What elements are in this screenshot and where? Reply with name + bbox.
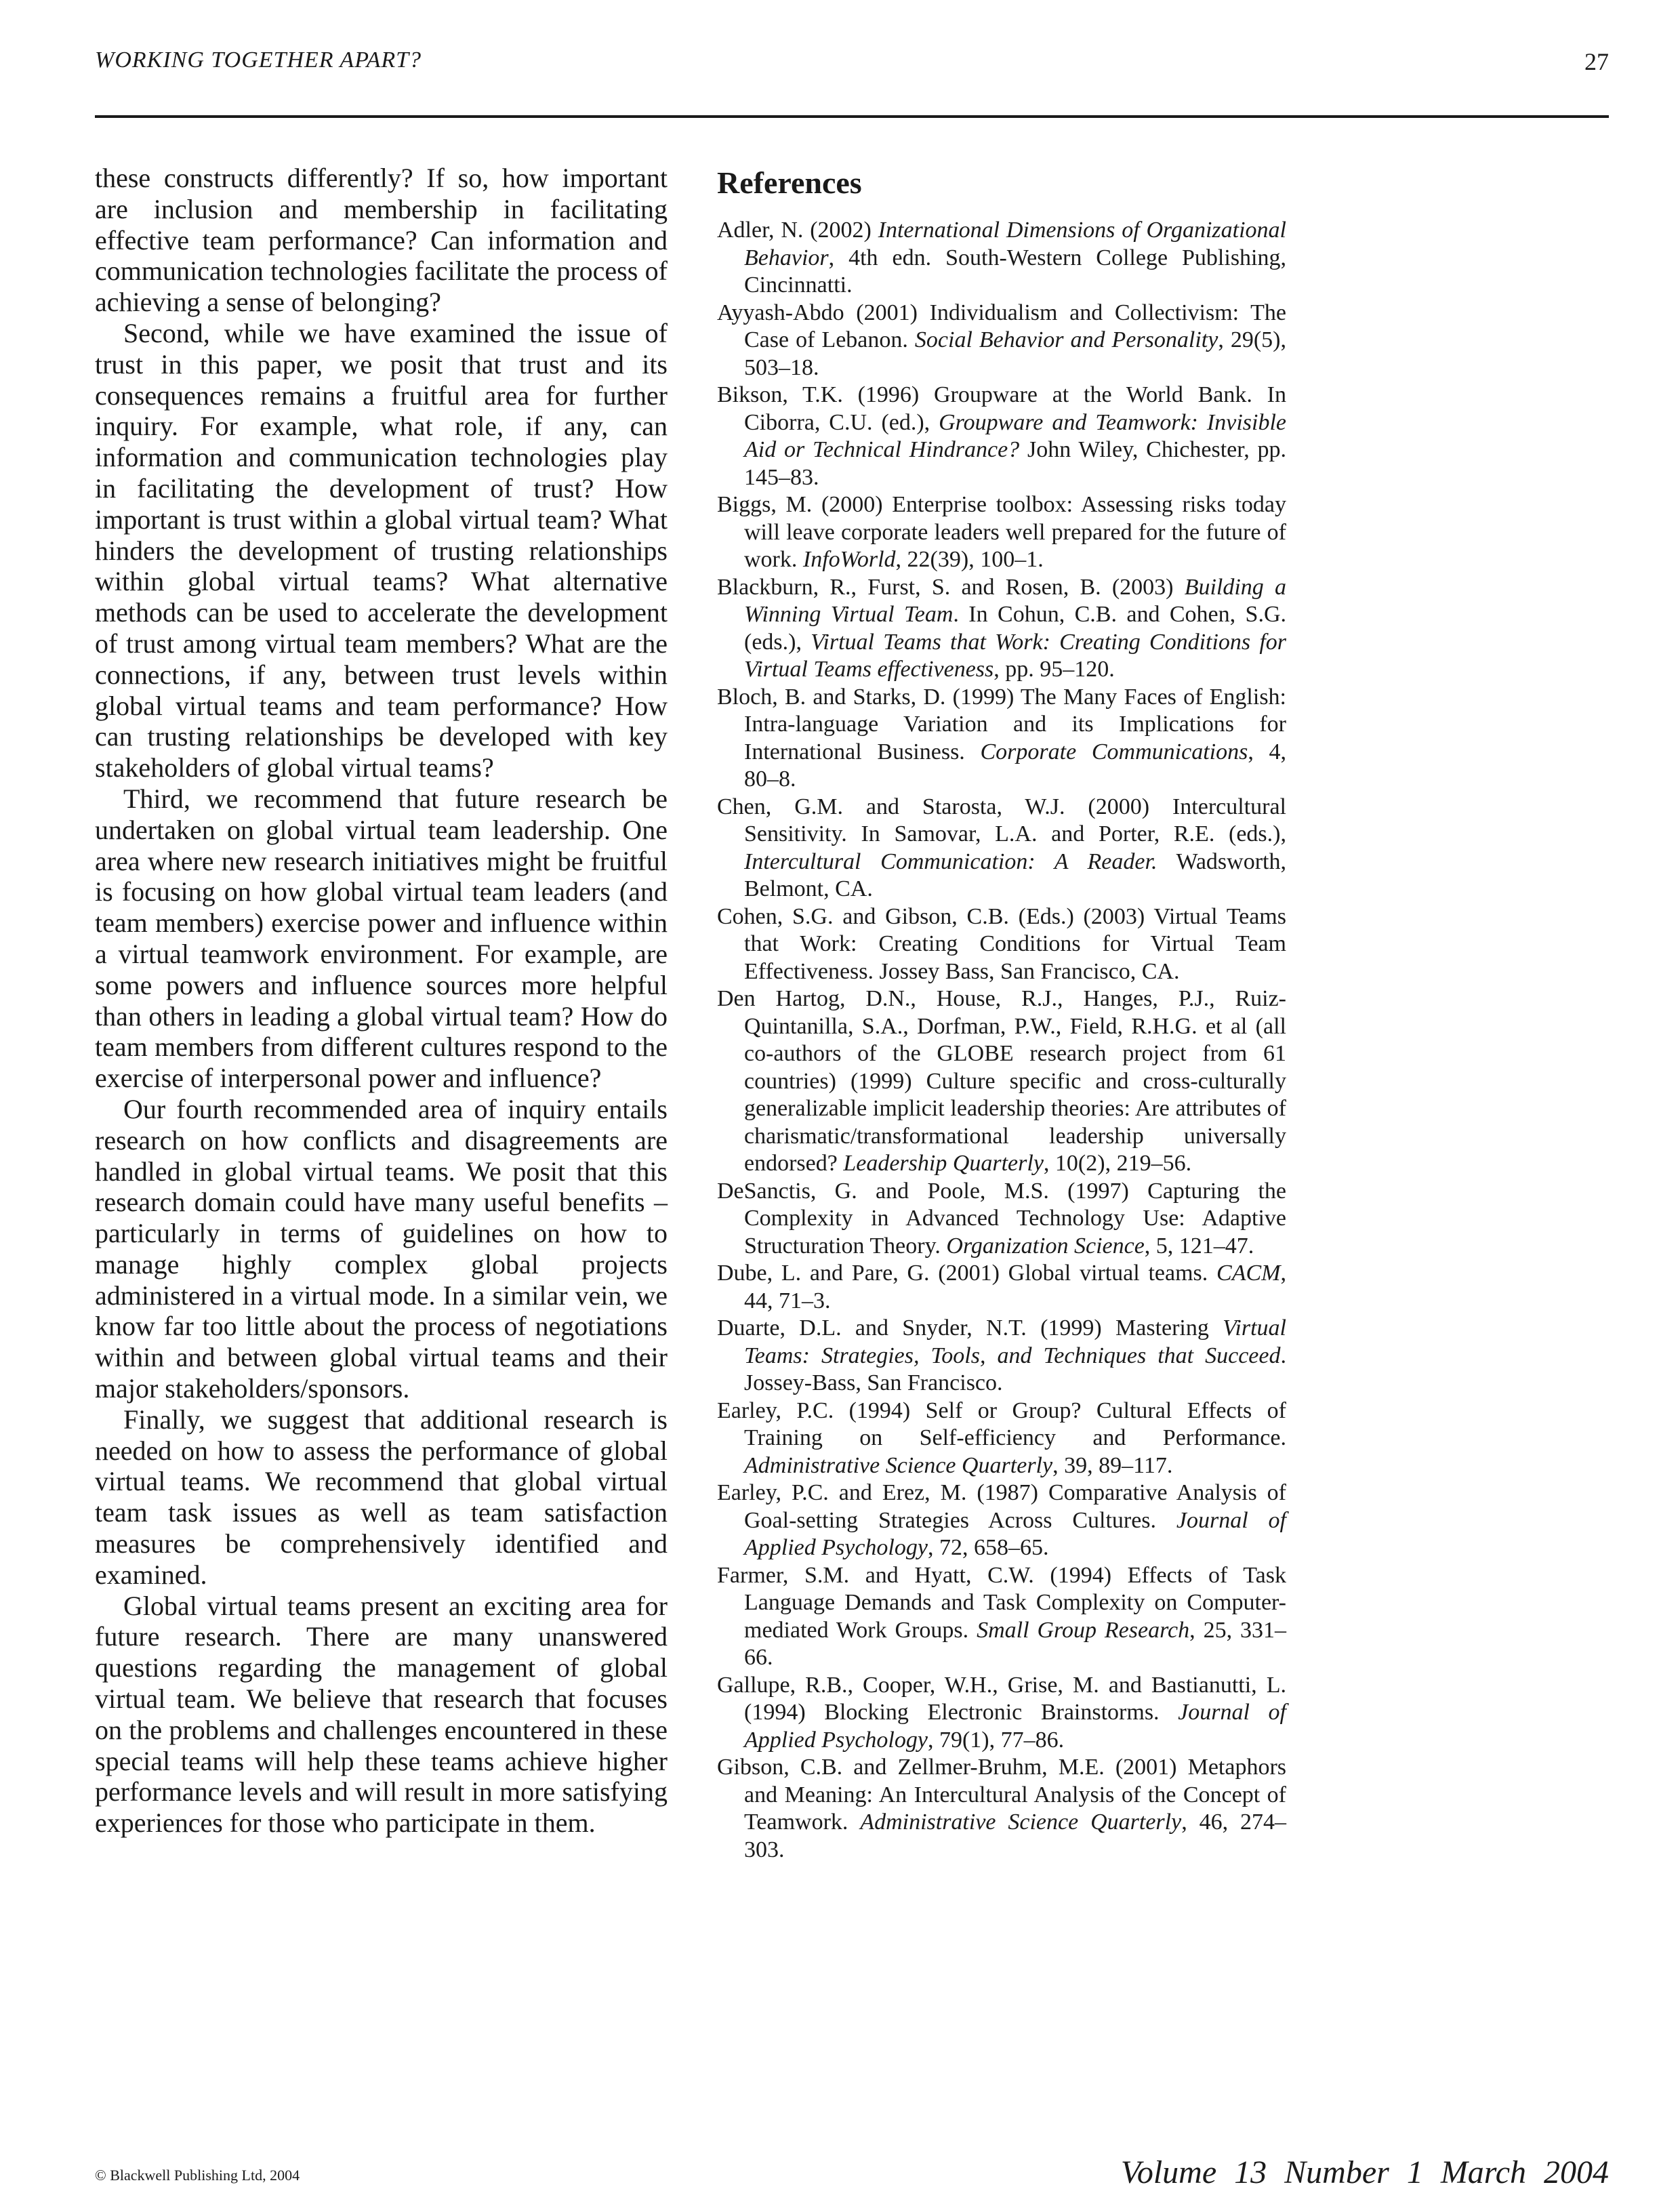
reference-item: Dube, L. and Pare, G. (2001) Global virtual teams. CACM, 44, 71–3. (717, 1261, 1286, 1313)
header-rule (95, 115, 1609, 118)
reference-item: Gibson, C.B. and Zellmer-Bruhm, M.E. (2001) Metaphors and Meaning: An Intercultural Analysis of the Concept of Teamwork. Administrative Science Quarterly, 46, 274–303. (717, 1755, 1286, 1862)
reference-item: DeSanctis, G. and Poole, M.S. (1997) Capturing the Complexity in Advanced Technology Use: Adaptive Structuration Theory. Organization Science, 5, 121–47. (717, 1178, 1286, 1259)
reference-item: Gallupe, R.B., Cooper, W.H., Grise, M. and Bastianutti, L. (1994) Blocking Electronic Brainstorms. Journal of Applied Psychology, 79(1), 77–86. (717, 1672, 1286, 1753)
volume-info: Volume 13 Number 1 March 2004 (1120, 2154, 1609, 2190)
reference-item: Den Hartog, D.N., House, R.J., Hanges, P.J., Ruiz-Quintanilla, S.A., Dorfman, P.W., Field, R.H.G. et al (all co-authors of the GLOBE research project from 61 countries) (1999) Culture specific and cross-culturally generalizable implicit leadership theories: Are attributes of charismatic/transformational leadership universally endorsed? Leadership Quarterly, 10(2), 219–56. (717, 986, 1286, 1176)
body-text-column (95, 163, 668, 1839)
running-title: WORKING TOGETHER APART? (95, 47, 422, 73)
reference-item: Earley, P.C. and Erez, M. (1987) Comparative Analysis of Goal-setting Strategies Across Cultures. Journal of Applied Psychology, 72, 658–65. (717, 1480, 1286, 1560)
reference-item: Duarte, D.L. and Snyder, N.T. (1999) Mastering Virtual Teams: Strategies, Tools, and Techniques that Succeed. Jossey-Bass, San Francisco. (717, 1315, 1286, 1395)
copyright-notice: © Blackwell Publishing Ltd, 2004 (95, 2167, 300, 2184)
body-paragraph: Third, we recommend that future research be undertaken on global virtual team leadership. One area where new research initiatives might be fruitful is focusing on how global virtual team leaders (and team members) exercise power and influence within a virtual teamwork environment. For example, are some powers and influence sources more helpful than others in leading a global virtual team? How do team members from different cultures respond to the exercise of interpersonal power and influence? (95, 783, 668, 1094)
reference-item: Bikson, T.K. (1996) Groupware at the World Bank. In Ciborra, C.U. (ed.), Groupware and Teamwork: Invisible Aid or Technical Hindrance? John Wiley, Chichester, pp. 145–83. (717, 382, 1287, 490)
body-paragraph: Our fourth recommended area of inquiry entails research on how conflicts and disagreements are handled in global virtual teams. We posit that this research domain could have many useful benefits – particularly in terms of guidelines on how to manage highly complex global projects administered in a virtual mode. In a similar vein, we know far too little about the process of negotiations within and between global virtual teams and their major stakeholders/sponsors. (95, 1093, 668, 1404)
reference-item: Biggs, M. (2000) Enterprise toolbox: Assessing risks today will leave corporate leaders well prepared for the future of work. InfoWorld, 22(39), 100–1. (717, 492, 1286, 572)
body-paragraph: these constructs differently? If so, how important are inclusion and membership in facilitating effective team performance? Can information and communication technologies facilitate the process of achieving a sense of belonging? (95, 163, 668, 318)
reference-item: Ayyash-Abdo (2001) Individualism and Collectivism: The Case of Lebanon. Social Behavior and Personality, 29(5), 503–18. (717, 300, 1286, 380)
references-heading: References (717, 165, 862, 200)
reference-item: Earley, P.C. (1994) Self or Group? Cultural Effects of Training on Self-efficiency and Performance. Administrative Science Quarterly, 39, 89–117. (717, 1397, 1286, 1478)
body-paragraph: Global virtual teams present an exciting area for future research. There are many unanswered questions regarding the management of global virtual team. We believe that research that focuses on the problems and challenges encountered in these special teams will help these teams achieve higher performance levels and will result in more satisfying experiences for those who participate in them. (95, 1590, 668, 1839)
reference-item: Adler, N. (2002) International Dimensions of Organizational Behavior, 4th edn. South-Western College Publishing, Cincinnatti. (717, 218, 1286, 298)
body-paragraph: Second, while we have examined the issue of trust in this paper, we posit that trust and its consequences remains a fruitful area for further inquiry. For example, what role, if any, can information and communication technologies play in facilitating the development of trust? How important is trust within a global virtual team? What hinders the development of trusting relationships within global virtual teams? What alternative methods can be used to accelerate the development of trust among virtual team members? What are the connections, if any, between trust levels within global virtual teams and team performance? How can trusting relationships be developed with key stakeholders of global virtual teams? (95, 317, 668, 783)
reference-item: Chen, G.M. and Starosta, W.J. (2000) Intercultural Sensitivity. In Samovar, L.A. and Porter, R.E. (eds.), Intercultural Communication: A Reader. Wadsworth, Belmont, CA. (717, 794, 1286, 901)
reference-item: Farmer, S.M. and Hyatt, C.W. (1994) Effects of Task Language Demands and Task Complexity on Computer-mediated Work Groups. Small Group Research, 25, 331–66. (717, 1562, 1287, 1670)
references-column (717, 163, 1286, 1864)
page-number: 27 (1584, 48, 1609, 75)
reference-item: Bloch, B. and Starks, D. (1999) The Many Faces of English: Intra-language Variation and its Implications for International Business. Corporate Communications, 4, 80–8. (717, 684, 1286, 792)
body-paragraph: Finally, we suggest that additional research is needed on how to assess the performance of global virtual teams. We recommend that global virtual team task issues as well as team satisfaction measures be comprehensively identified and examined. (95, 1404, 668, 1590)
reference-item: Cohen, S.G. and Gibson, C.B. (Eds.) (2003) Virtual Teams that Work: Creating Conditions for Virtual Team Effectiveness. Jossey Bass, San Francisco, CA. (717, 903, 1286, 984)
reference-item: Blackburn, R., Furst, S. and Rosen, B. (2003) Building a Winning Virtual Team. In Cohun, C.B. and Cohen, S.G. (eds.), Virtual Teams that Work: Creating Conditions for Virtual Teams effectiveness, pp. 95–120. (717, 574, 1287, 682)
